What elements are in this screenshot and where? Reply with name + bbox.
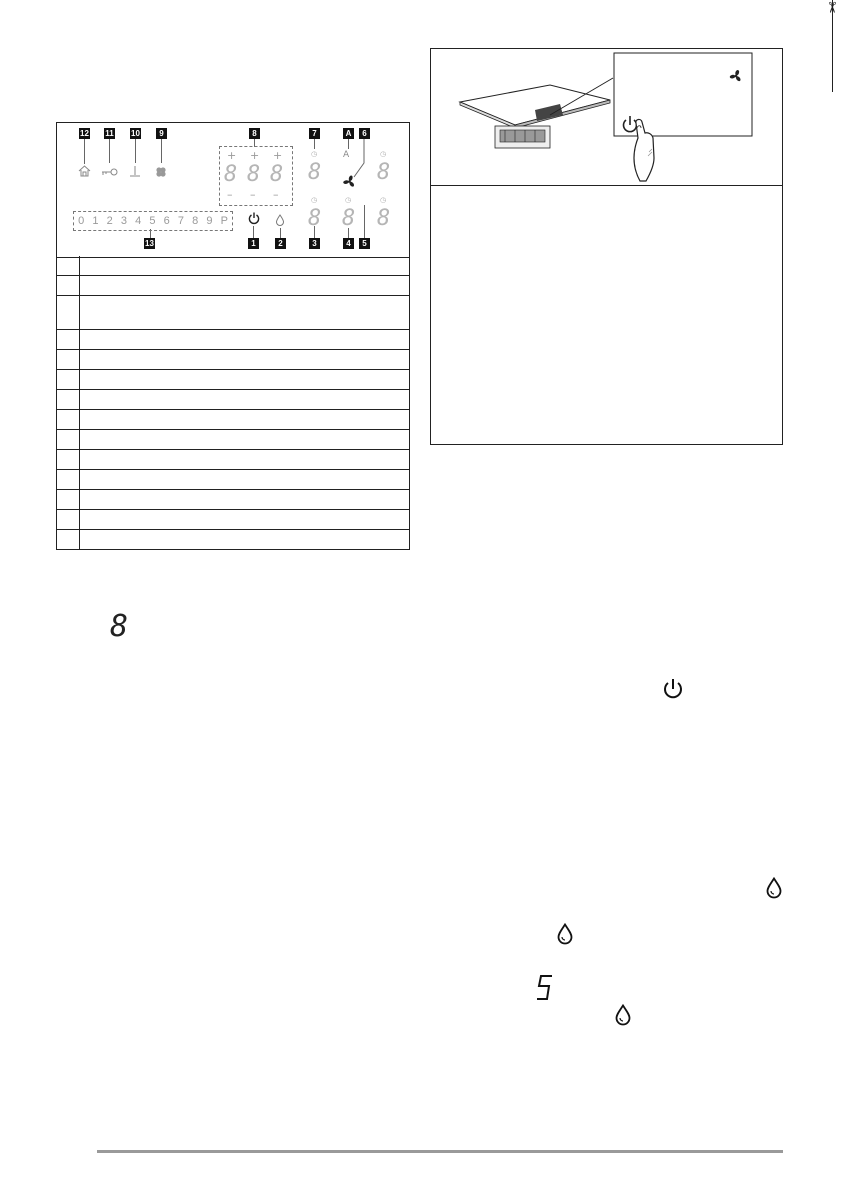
callout-12: 12 bbox=[80, 129, 89, 138]
legend-table bbox=[56, 256, 410, 550]
table-row bbox=[57, 450, 409, 470]
plus-button[interactable]: + bbox=[273, 149, 283, 162]
leader-line bbox=[314, 139, 315, 149]
table-row bbox=[57, 390, 409, 410]
callout-7: 7 bbox=[309, 128, 320, 139]
callout-6: 6 bbox=[359, 128, 370, 139]
zone-display: 8 bbox=[342, 206, 356, 231]
inline-digit-5 bbox=[535, 973, 555, 1003]
table-row bbox=[57, 430, 409, 450]
level-5[interactable]: 5 bbox=[149, 215, 156, 227]
leader-line bbox=[84, 139, 85, 164]
table-row bbox=[57, 530, 409, 550]
level-3[interactable]: 3 bbox=[120, 215, 127, 227]
drop-icon bbox=[614, 1004, 632, 1026]
minus-button[interactable]: – bbox=[250, 188, 256, 201]
level-8[interactable]: 8 bbox=[192, 215, 199, 227]
table-row bbox=[57, 296, 409, 330]
callout-5: 5 bbox=[359, 238, 370, 249]
zone-display: 8 bbox=[308, 160, 322, 185]
pan-icon bbox=[129, 165, 141, 177]
drop-icon bbox=[765, 877, 783, 899]
timer-icon: ◷ bbox=[345, 196, 352, 204]
table-row bbox=[57, 370, 409, 390]
callout-13: 13 bbox=[145, 239, 154, 248]
leader-line bbox=[253, 226, 254, 238]
table-row bbox=[57, 470, 409, 490]
timer-icon: ◷ bbox=[380, 196, 387, 204]
callout-8: 8 bbox=[249, 128, 260, 139]
leader-line bbox=[364, 205, 365, 238]
drop-icon[interactable] bbox=[275, 214, 285, 226]
level-2[interactable]: 2 bbox=[106, 215, 113, 227]
zone-display: 8 bbox=[377, 160, 391, 185]
hob-illustration bbox=[455, 80, 615, 165]
table-row bbox=[57, 350, 409, 370]
zone-display: 8 bbox=[308, 206, 322, 231]
table-row bbox=[57, 330, 409, 350]
key-icon bbox=[101, 168, 118, 176]
cut-line bbox=[823, 0, 839, 92]
leader-line bbox=[280, 228, 281, 238]
cut-line-bar bbox=[832, 0, 834, 92]
callout-9: 9 bbox=[156, 128, 167, 139]
leader-line bbox=[348, 139, 349, 149]
table-row bbox=[57, 276, 409, 296]
inline-digit-8: 8 bbox=[110, 609, 129, 644]
power-icon[interactable] bbox=[248, 212, 260, 225]
level-p[interactable]: P bbox=[220, 215, 228, 227]
power-icon bbox=[662, 678, 684, 700]
fan-icon[interactable] bbox=[343, 175, 356, 188]
zone-display: 8 bbox=[377, 206, 391, 231]
flower-icon bbox=[155, 166, 167, 178]
minus-button[interactable]: – bbox=[273, 188, 279, 201]
table-row bbox=[57, 410, 409, 430]
callout-1: 1 bbox=[248, 238, 259, 249]
minus-button[interactable]: – bbox=[227, 188, 233, 201]
plus-button[interactable]: + bbox=[227, 149, 237, 162]
level-7[interactable]: 7 bbox=[177, 215, 184, 227]
scissors-icon: ✂ bbox=[823, 1, 841, 14]
level-display: 8 bbox=[224, 162, 238, 187]
level-scale[interactable] bbox=[73, 211, 233, 231]
timer-icon: ◷ bbox=[380, 150, 387, 158]
level-display: 8 bbox=[247, 162, 261, 187]
drop-icon bbox=[556, 923, 574, 945]
timer-icon: ◷ bbox=[311, 196, 318, 204]
zoom-inset bbox=[614, 48, 754, 183]
level-9[interactable]: 9 bbox=[206, 215, 213, 227]
timer-icon: ◷ bbox=[311, 150, 318, 158]
illustration-divider bbox=[431, 185, 782, 186]
leader-line bbox=[109, 139, 110, 163]
table-row bbox=[57, 490, 409, 510]
callout-2: 2 bbox=[275, 238, 286, 249]
callout-a: A bbox=[343, 128, 354, 139]
callout-3: 3 bbox=[309, 238, 320, 249]
level-4[interactable]: 4 bbox=[135, 215, 142, 227]
callout-11: 11 bbox=[105, 129, 114, 138]
callout-4: 4 bbox=[343, 238, 354, 249]
level-6[interactable]: 6 bbox=[163, 215, 170, 227]
home-icon bbox=[78, 165, 91, 177]
table-row bbox=[57, 510, 409, 530]
plus-button[interactable]: + bbox=[250, 149, 260, 162]
table-row bbox=[57, 256, 409, 276]
level-1[interactable]: 1 bbox=[92, 215, 99, 227]
leader-line-6 bbox=[352, 139, 366, 179]
footer-rule bbox=[97, 1150, 783, 1153]
level-display: 8 bbox=[270, 162, 284, 187]
leader-line bbox=[161, 139, 162, 163]
leader-line bbox=[135, 139, 136, 163]
auto-label: A bbox=[343, 150, 350, 160]
level-0[interactable]: 0 bbox=[78, 215, 85, 227]
callout-10: 10 bbox=[131, 129, 140, 138]
